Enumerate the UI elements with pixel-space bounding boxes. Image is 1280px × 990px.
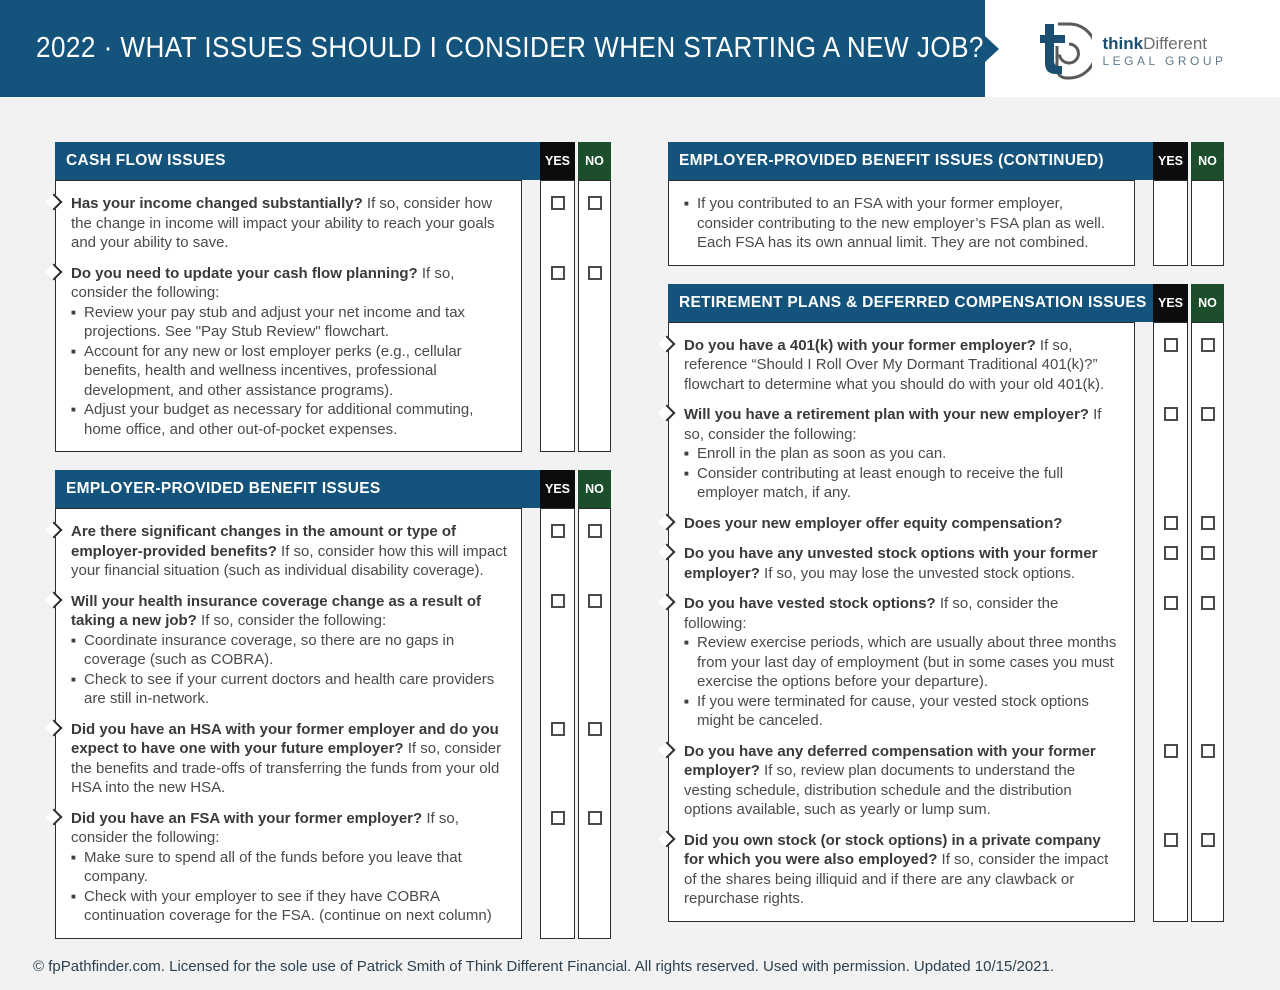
no-checkbox[interactable] xyxy=(1201,338,1215,352)
square-bullet-icon: ■ xyxy=(71,405,76,414)
sub-bullet xyxy=(71,303,510,342)
logo-text xyxy=(1102,34,1226,69)
item-question-bold: Did you own stock (or stock options) in a private company for which you were also employed? xyxy=(684,831,1101,868)
section-title: CASH FLOW ISSUES xyxy=(55,142,540,180)
section-title: RETIREMENT PLANS & DEFERRED COMPENSATION ISSUES xyxy=(668,284,1153,322)
no-cell xyxy=(1191,336,1224,352)
yes-cell xyxy=(1153,831,1188,847)
sub-bullet-text: Make sure to spend all of the funds before you leave that company. xyxy=(84,848,462,885)
no-cell xyxy=(578,522,611,538)
item-text xyxy=(55,522,522,581)
item-question-bold: Do you need to update your cash flow planning? xyxy=(71,264,418,282)
item-text xyxy=(668,405,1135,503)
checklist-item xyxy=(55,581,611,709)
title-banner xyxy=(0,0,985,97)
checklist-item xyxy=(668,731,1224,820)
item-question xyxy=(684,831,1123,909)
section-title: EMPLOYER-PROVIDED BENEFIT ISSUES xyxy=(55,470,540,508)
sub-bullet xyxy=(684,633,1123,692)
item-question-bold: Will you have a retirement plan with your new employer? xyxy=(684,406,1089,423)
section-items xyxy=(55,508,611,939)
item-question-bold: Will your health insurance coverage change as a result of taking a new job? xyxy=(71,592,481,629)
yes-checkbox[interactable] xyxy=(1164,744,1178,758)
no-checkbox[interactable] xyxy=(588,722,602,736)
item-text xyxy=(55,194,522,253)
square-bullet-icon: ■ xyxy=(71,891,76,901)
sub-bullet-text: Adjust your budget as necessary for additional commuting, home office, and other out-of-pocket expenses. xyxy=(84,401,474,438)
checklist-item xyxy=(668,183,1224,253)
item-detail: If so, consider the benefits and trade-offs of transferring the funds from your old HSA into the new HSA. xyxy=(71,740,502,796)
sub-bullet-text: Check to see if your current doctors and health care providers are still in-network. xyxy=(84,670,495,707)
yes-checkbox[interactable] xyxy=(551,266,565,280)
item-text xyxy=(668,514,1135,534)
item-detail: If so, consider the impact of the shares being illiquid and if there are any clawback or repurchase rights. xyxy=(684,851,1109,907)
sub-bullet xyxy=(71,887,510,926)
square-bullet-icon: ■ xyxy=(71,674,76,684)
item-question xyxy=(684,514,1123,534)
section-body xyxy=(668,180,1224,266)
item-detail: If so, consider the following: xyxy=(684,406,1102,443)
no-cell xyxy=(1191,831,1224,847)
left-column xyxy=(55,142,611,957)
sub-bullet xyxy=(71,400,510,439)
no-checkbox[interactable] xyxy=(1201,516,1215,530)
yes-checkbox[interactable] xyxy=(1164,833,1178,847)
no-cell xyxy=(578,194,611,210)
square-bullet-icon: ■ xyxy=(684,199,689,208)
no-checkbox[interactable] xyxy=(1201,744,1215,758)
sub-bullet-text: Enroll in the plan as soon as you can. xyxy=(697,445,947,462)
no-header-cell: NO xyxy=(1191,284,1224,322)
item-text xyxy=(668,831,1135,909)
sub-bullet-text: Consider contributing at least enough to receive the full employer match, if any. xyxy=(697,464,1064,501)
brand-subtitle: LEGAL GROUP xyxy=(1102,54,1227,69)
checklist-item xyxy=(668,503,1224,534)
yes-checkbox[interactable] xyxy=(551,722,565,736)
sub-bullet xyxy=(684,464,1123,503)
yes-checkbox[interactable] xyxy=(1164,407,1178,421)
checklist-item xyxy=(55,183,611,253)
section-employer-provided-benefit-issues-continued xyxy=(668,142,1224,266)
no-checkbox[interactable] xyxy=(588,524,602,538)
item-question xyxy=(684,594,1123,633)
item-question-bold: Do you have any unvested stock options with your former employer? xyxy=(684,545,1098,582)
section-cash-flow-issues xyxy=(55,142,611,452)
section-header xyxy=(55,470,611,508)
no-cell xyxy=(578,592,611,608)
yes-checkbox[interactable] xyxy=(1164,596,1178,610)
item-text xyxy=(668,336,1135,395)
item-question-bold: Did you have an FSA with your former employer? xyxy=(71,809,423,827)
item-text xyxy=(668,742,1135,820)
item-question xyxy=(71,522,510,581)
sub-bullet-text: Review exercise periods, which are usually about three months from your last day of employment (but in some cases you must exercise the options before your departure). xyxy=(697,634,1117,690)
no-cell xyxy=(1191,594,1224,610)
yes-checkbox[interactable] xyxy=(1164,546,1178,560)
yes-cell xyxy=(1153,742,1188,758)
yes-header-cell: YES xyxy=(1153,142,1188,180)
no-checkbox[interactable] xyxy=(1201,596,1215,610)
no-checkbox[interactable] xyxy=(1201,546,1215,560)
yes-checkbox[interactable] xyxy=(551,594,565,608)
item-text xyxy=(55,592,522,709)
checklist-item xyxy=(55,253,611,440)
item-lead-bullet xyxy=(684,194,1123,253)
yes-cell xyxy=(540,264,575,280)
item-detail: If so, consider the following: xyxy=(71,809,459,846)
yes-cell xyxy=(540,194,575,210)
no-checkbox[interactable] xyxy=(588,196,602,210)
section-retirement-plans-deferred-compensation-issues xyxy=(668,284,1224,922)
sub-bullet-text: Review your pay stub and adjust your net income and tax projections. See "Pay Stub Review" flowchart. xyxy=(84,303,466,340)
item-question-bold: Has your income changed substantially? xyxy=(71,195,363,212)
item-question xyxy=(71,264,510,303)
page-title: 2022 · WHAT ISSUES SHOULD I CONSIDER WHEN STARTING A NEW JOB? xyxy=(36,32,984,64)
no-checkbox[interactable] xyxy=(588,266,602,280)
sub-bullet-text: Account for any new or lost employer perks (e.g., cellular benefits, health and wellness incentives, professional development, and other assistance programs). xyxy=(84,342,462,399)
section-items xyxy=(55,180,611,452)
sub-bullet-text: Coordinate insurance coverage, so there are no gaps in coverage (such as COBRA). xyxy=(84,631,455,668)
item-detail: If so, consider the following: xyxy=(684,595,1059,632)
checklist-item xyxy=(55,798,611,926)
no-cell xyxy=(1191,514,1224,530)
checklist-item xyxy=(55,511,611,581)
square-bullet-icon: ■ xyxy=(71,346,76,356)
think-different-logo-icon xyxy=(1038,21,1092,83)
brand-name-bold: think xyxy=(1102,33,1144,53)
checklist-item xyxy=(55,709,611,798)
yes-checkbox[interactable] xyxy=(551,524,565,538)
section-items xyxy=(668,322,1224,922)
checklist-item xyxy=(668,583,1224,731)
sub-bullet xyxy=(684,444,1123,464)
right-column xyxy=(668,142,1224,957)
item-detail: If so, consider the following: xyxy=(71,264,455,301)
no-checkbox[interactable] xyxy=(1201,407,1215,421)
yes-header-cell: YES xyxy=(540,142,575,180)
item-detail: If you contributed to an FSA with your former employer, consider contributing to the new employer’s FSA plan as well. Each FSA has its own annual limit. They are not combined. xyxy=(697,195,1105,251)
checklist-sheet xyxy=(0,97,1280,957)
no-checkbox[interactable] xyxy=(588,594,602,608)
sub-bullet xyxy=(71,848,510,887)
yes-cell xyxy=(540,522,575,538)
item-question xyxy=(684,742,1123,820)
item-question xyxy=(71,592,510,631)
no-header-cell: NO xyxy=(1191,142,1224,180)
brand-name-light: Different xyxy=(1143,33,1208,53)
square-bullet-icon: ■ xyxy=(71,635,76,645)
no-cell xyxy=(578,720,611,736)
checklist-item xyxy=(668,820,1224,909)
item-question-bold: Does your new employer offer equity compensation? xyxy=(684,514,1063,532)
yes-header-cell: YES xyxy=(1153,284,1188,322)
brand-name xyxy=(1102,34,1226,54)
sub-bullet-text: If you were terminated for cause, your vested stock options might be canceled. xyxy=(697,692,1089,729)
yes-cell xyxy=(540,809,575,825)
item-detail: If so, you may lose the unvested stock options. xyxy=(759,564,1076,582)
no-cell xyxy=(578,809,611,825)
no-checkbox[interactable] xyxy=(1201,833,1215,847)
yes-cell xyxy=(1153,336,1188,352)
item-question-bold: Do you have a 401(k) with your former employer? xyxy=(684,336,1036,354)
item-text xyxy=(55,809,522,926)
no-cell xyxy=(1191,405,1224,421)
no-cell xyxy=(1191,544,1224,560)
yes-checkbox[interactable] xyxy=(1164,338,1178,352)
no-header-cell: NO xyxy=(578,142,611,180)
section-header xyxy=(55,142,611,180)
item-detail: If so, consider the following: xyxy=(196,612,387,629)
item-text xyxy=(55,720,522,798)
no-checkbox[interactable] xyxy=(588,811,602,825)
checklist-item xyxy=(668,394,1224,503)
yes-checkbox[interactable] xyxy=(1164,516,1178,530)
item-detail: If so, reference “Should I Roll Over My Dormant Traditional 401(k)?” flowchart to determine what you should do with your old 401(k). xyxy=(684,336,1105,393)
checklist-item xyxy=(668,533,1224,583)
yes-checkbox[interactable] xyxy=(551,196,565,210)
square-bullet-icon: ■ xyxy=(684,696,689,706)
item-question xyxy=(71,720,510,798)
sub-bullet xyxy=(71,342,510,401)
section-title: EMPLOYER-PROVIDED BENEFIT ISSUES (CONTINUED) xyxy=(668,142,1153,180)
item-question xyxy=(684,544,1123,583)
yes-cell xyxy=(1153,514,1188,530)
square-bullet-icon: ■ xyxy=(71,852,76,862)
item-question-bold: Do you have any deferred compensation with your former employer? xyxy=(684,742,1096,779)
yes-cell xyxy=(1153,405,1188,421)
section-body xyxy=(55,508,611,939)
yes-checkbox[interactable] xyxy=(551,811,565,825)
yes-cell xyxy=(540,720,575,736)
sub-bullet xyxy=(71,670,510,709)
logo xyxy=(985,0,1280,97)
square-bullet-icon: ■ xyxy=(684,468,689,478)
item-question xyxy=(684,405,1123,444)
item-detail: If so, consider how the change in income will impact your ability to reach your goals and your ability to save. xyxy=(71,195,495,251)
item-question-bold: Are there significant changes in the amount or type of employer-provided benefits? xyxy=(71,523,457,560)
sub-bullet-text: Check with your employer to see if they have COBRA continuation coverage for the FSA. (continue on next column) xyxy=(84,887,492,924)
item-text xyxy=(668,594,1135,731)
no-cell xyxy=(1191,742,1224,758)
section-header xyxy=(668,142,1224,180)
item-question-bold: Did you have an HSA with your former employer and do you expect to have one with your future employer? xyxy=(71,720,499,757)
section-body xyxy=(668,322,1224,922)
item-detail: If so, review plan documents to understand the vesting schedule, distribution schedule and the distribution options available, such as yearly or lump sum. xyxy=(684,762,1076,818)
item-text xyxy=(668,194,1135,253)
checklist-item xyxy=(668,325,1224,395)
no-cell xyxy=(578,264,611,280)
yes-cell xyxy=(540,592,575,608)
item-question xyxy=(71,194,510,253)
item-question-bold: Do you have vested stock options? xyxy=(684,595,936,612)
sub-bullet xyxy=(684,692,1123,731)
license-footer: © fpPathfinder.com. Licensed for the sole use of Patrick Smith of Think Different Financial. All rights reserved. Used with permission. Updated 10/15/2021. xyxy=(33,958,1055,975)
item-question xyxy=(684,336,1123,395)
section-body xyxy=(55,180,611,452)
section-items xyxy=(668,180,1224,266)
section-employer-provided-benefit-issues xyxy=(55,470,611,939)
item-question xyxy=(71,809,510,848)
section-header xyxy=(668,284,1224,322)
top-header-bar xyxy=(0,0,1280,97)
square-bullet-icon: ■ xyxy=(684,638,689,647)
item-text xyxy=(668,544,1135,583)
no-header-cell: NO xyxy=(578,470,611,508)
square-bullet-icon: ■ xyxy=(71,307,76,317)
yes-cell xyxy=(1153,544,1188,560)
item-text xyxy=(55,264,522,440)
yes-cell xyxy=(1153,594,1188,610)
yes-header-cell: YES xyxy=(540,470,575,508)
sub-bullet xyxy=(71,631,510,670)
square-bullet-icon: ■ xyxy=(684,449,689,458)
item-detail: If so, consider how this will impact your financial situation (such as individual disability coverage). xyxy=(71,542,507,579)
